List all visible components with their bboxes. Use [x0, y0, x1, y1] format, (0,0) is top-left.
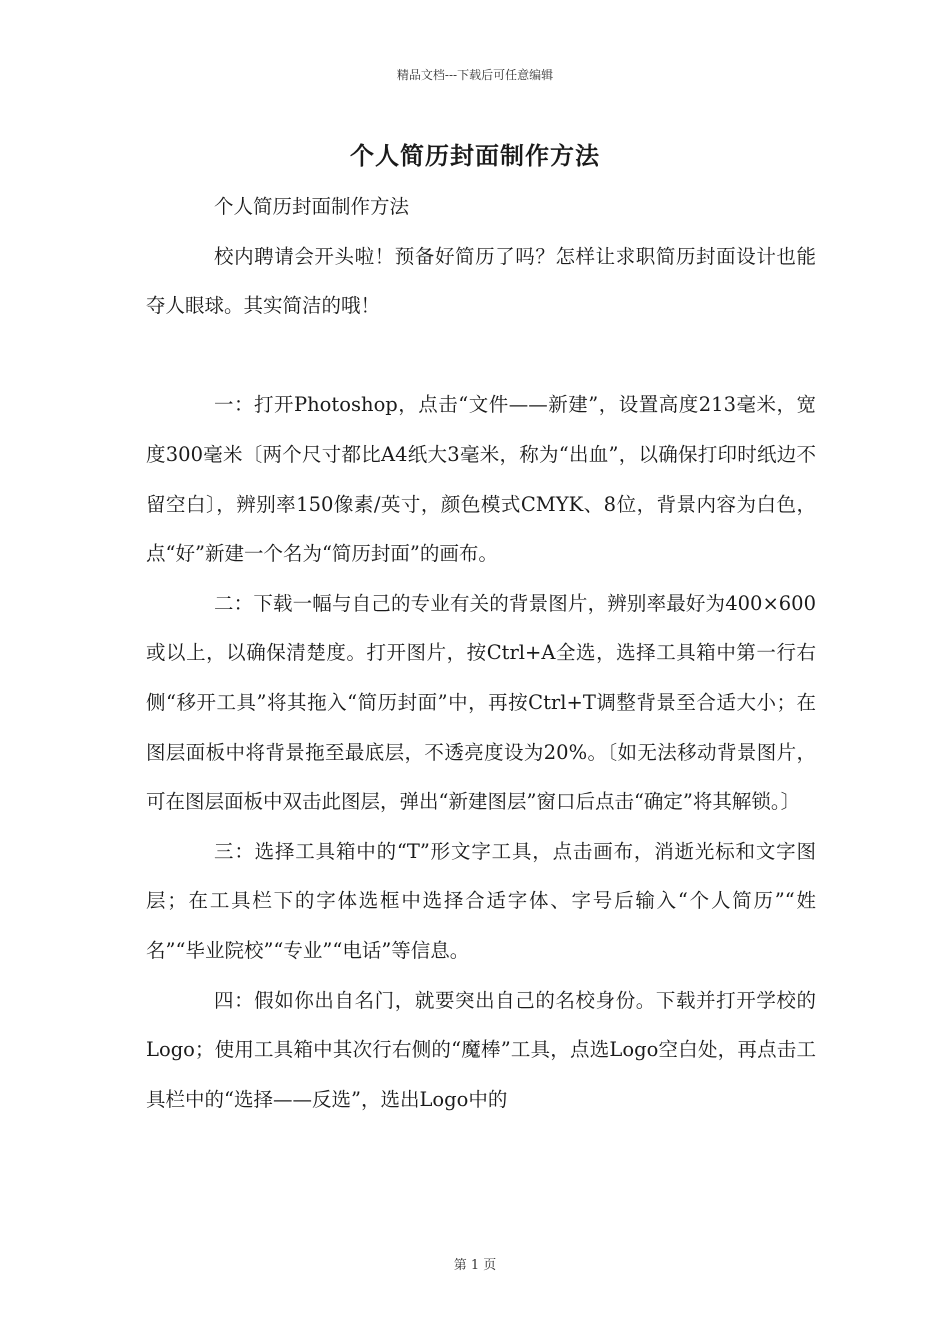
paragraph-step-1: 一：打开Photoshop，点击“文件——新建”，设置高度213毫米，宽度300毫米〔两个尺寸都比A4纸大3毫米，称为“出血”，以确保打印时纸边不留空白〕，辨别率150像素/英寸，颜色模式CMYK、8位，背景内容为白色，点“好”新建一个名为“简历封面”的画布。	[146, 393, 816, 566]
paragraph-step-3: 三：选择工具箱中的“T”形文字工具，点击画布，消逝光标和文字图层；在工具栏下的字体选框中选择合适字体、字号后输入“个人简历”“姓名”“毕业院校”“专业”“电话”等信息。	[146, 839, 816, 962]
paragraph-spacer	[146, 331, 816, 381]
document-subtitle: 个人简历封面制作方法	[214, 195, 410, 218]
document-body	[146, 182, 816, 1124]
paragraph-step-2: 二：下载一幅与自己的专业有关的背景图片，辨别率最好为400×600或以上，以确保清楚度。打开图片，按Ctrl+A全选，选择工具箱中第一行右侧“移开工具”将其拖入“简历封面”中，再按Ctrl+T调整背景至合适大小；在图层面板中将背景拖至最底层，不透亮度设为20%。〔如无法移动背景图片，可在图层面板中双击此图层，弹出“新建图层”窗口后点击“确定”将其解锁。〕	[146, 591, 816, 814]
paragraph-step-4: 四：假如你出自名门，就要突出自己的名校身份。下载并打开学校的Logo；使用工具箱中其次行右侧的“魔棒”工具，点选Logo空白处，再点击工具栏中的“选择——反选”，选出Logo中的	[146, 988, 816, 1111]
paragraph-intro: 校内聘请会开头啦！预备好简历了吗？怎样让求职简历封面设计也能夺人眼球。其实简洁的哦！	[146, 244, 816, 318]
page-number: 第 1 页	[453, 1258, 497, 1273]
page-header-note: 精品文档---下载后可任意编辑	[396, 68, 554, 82]
document-title: 个人简历封面制作方法	[350, 141, 600, 170]
